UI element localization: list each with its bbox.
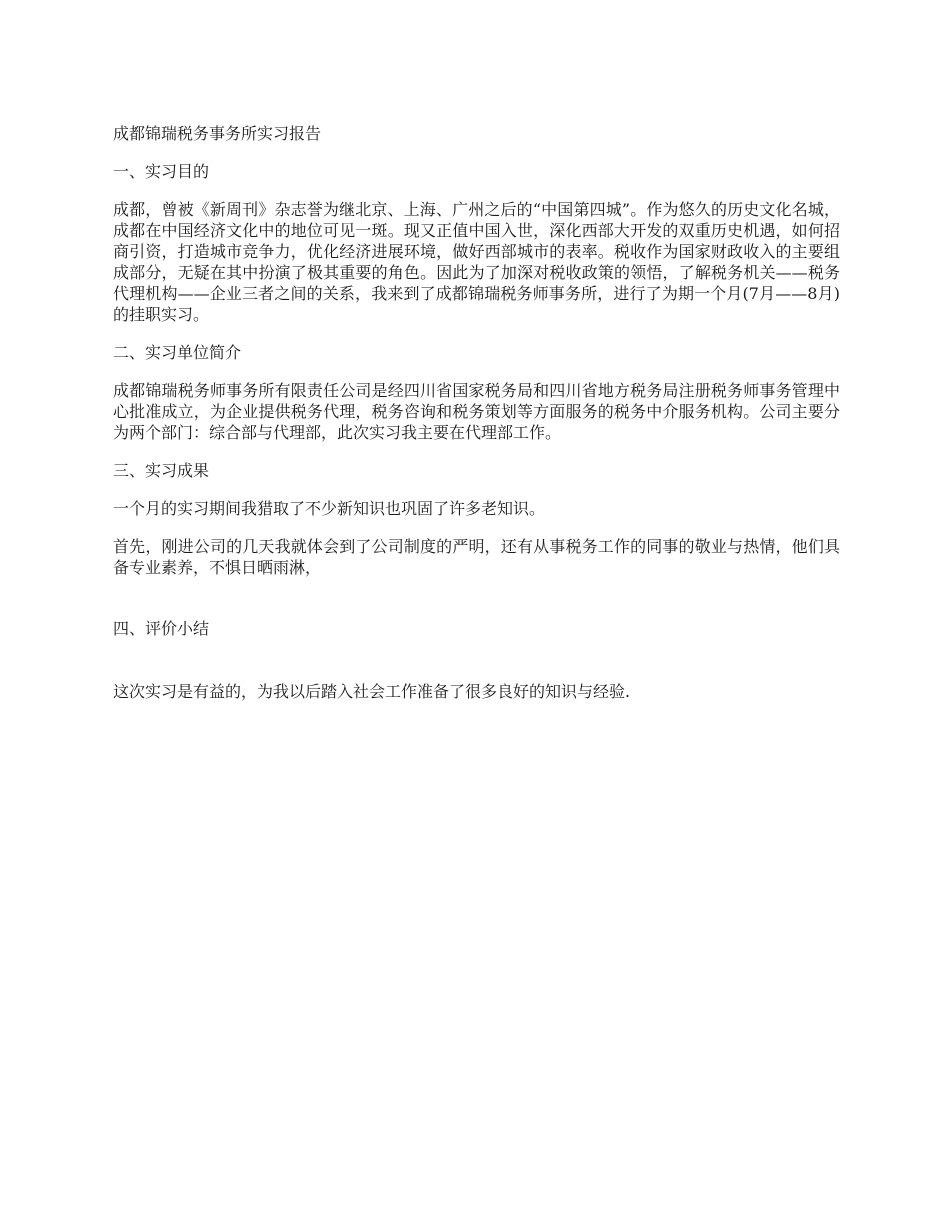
section-body-purpose: 成都，曾被《新周刊》杂志誉为继北京、上海、广州之后的“中国第四城”。作为悠久的历史文化名城，成都在中国经济文化中的地位可见一斑。现又正值中国入世，深化西部大开发的双重历史机遇，如何招商引资，打造城市竞争力，优化经济进展环境，做好西部城市的表率。税收作为国家财政收入的主要组成部分，无疑在其中扮演了极其重要的角色。因此为了加深对税收政策的领悟，了解税务机关——税务代理机构——企业三者之间的关系，我来到了成都锦瑞税务师事务所，进行了为期一个月(7月——8月)的挂职实习。 — [113, 200, 840, 324]
section-body-company: 成都锦瑞税务师事务所有限责任公司是经四川省国家税务局和四川省地方税务局注册税务师事务管理中心批准成立，为企业提供税务代理，税务咨询和税务策划等方面服务的税务中介服务机构。公司主要分为两个部门：综合部与代理部，此次实习我主要在代理部工作。 — [113, 381, 840, 442]
section-body-results-2: 首先，刚进公司的几天我就体会到了公司制度的严明，还有从事税务工作的同事的敬业与热情，他们具备专业素养，不惧日晒雨淋， — [113, 537, 840, 577]
section-heading-purpose: 一、实习目的 — [113, 162, 210, 181]
section-body-summary: 这次实习是有益的，为我以后踏入社会工作准备了很多良好的知识与经验. — [113, 682, 631, 701]
document-title: 成都锦瑞税务事务所实习报告 — [113, 124, 322, 143]
section-body-results-1: 一个月的实习期间我猎取了不少新知识也巩固了许多老知识。 — [113, 499, 546, 518]
section-heading-company: 二、实习单位简介 — [113, 343, 242, 362]
section-heading-summary: 四、评价小结 — [113, 619, 210, 638]
section-heading-results: 三、实习成果 — [113, 461, 210, 480]
document-content — [113, 123, 840, 719]
